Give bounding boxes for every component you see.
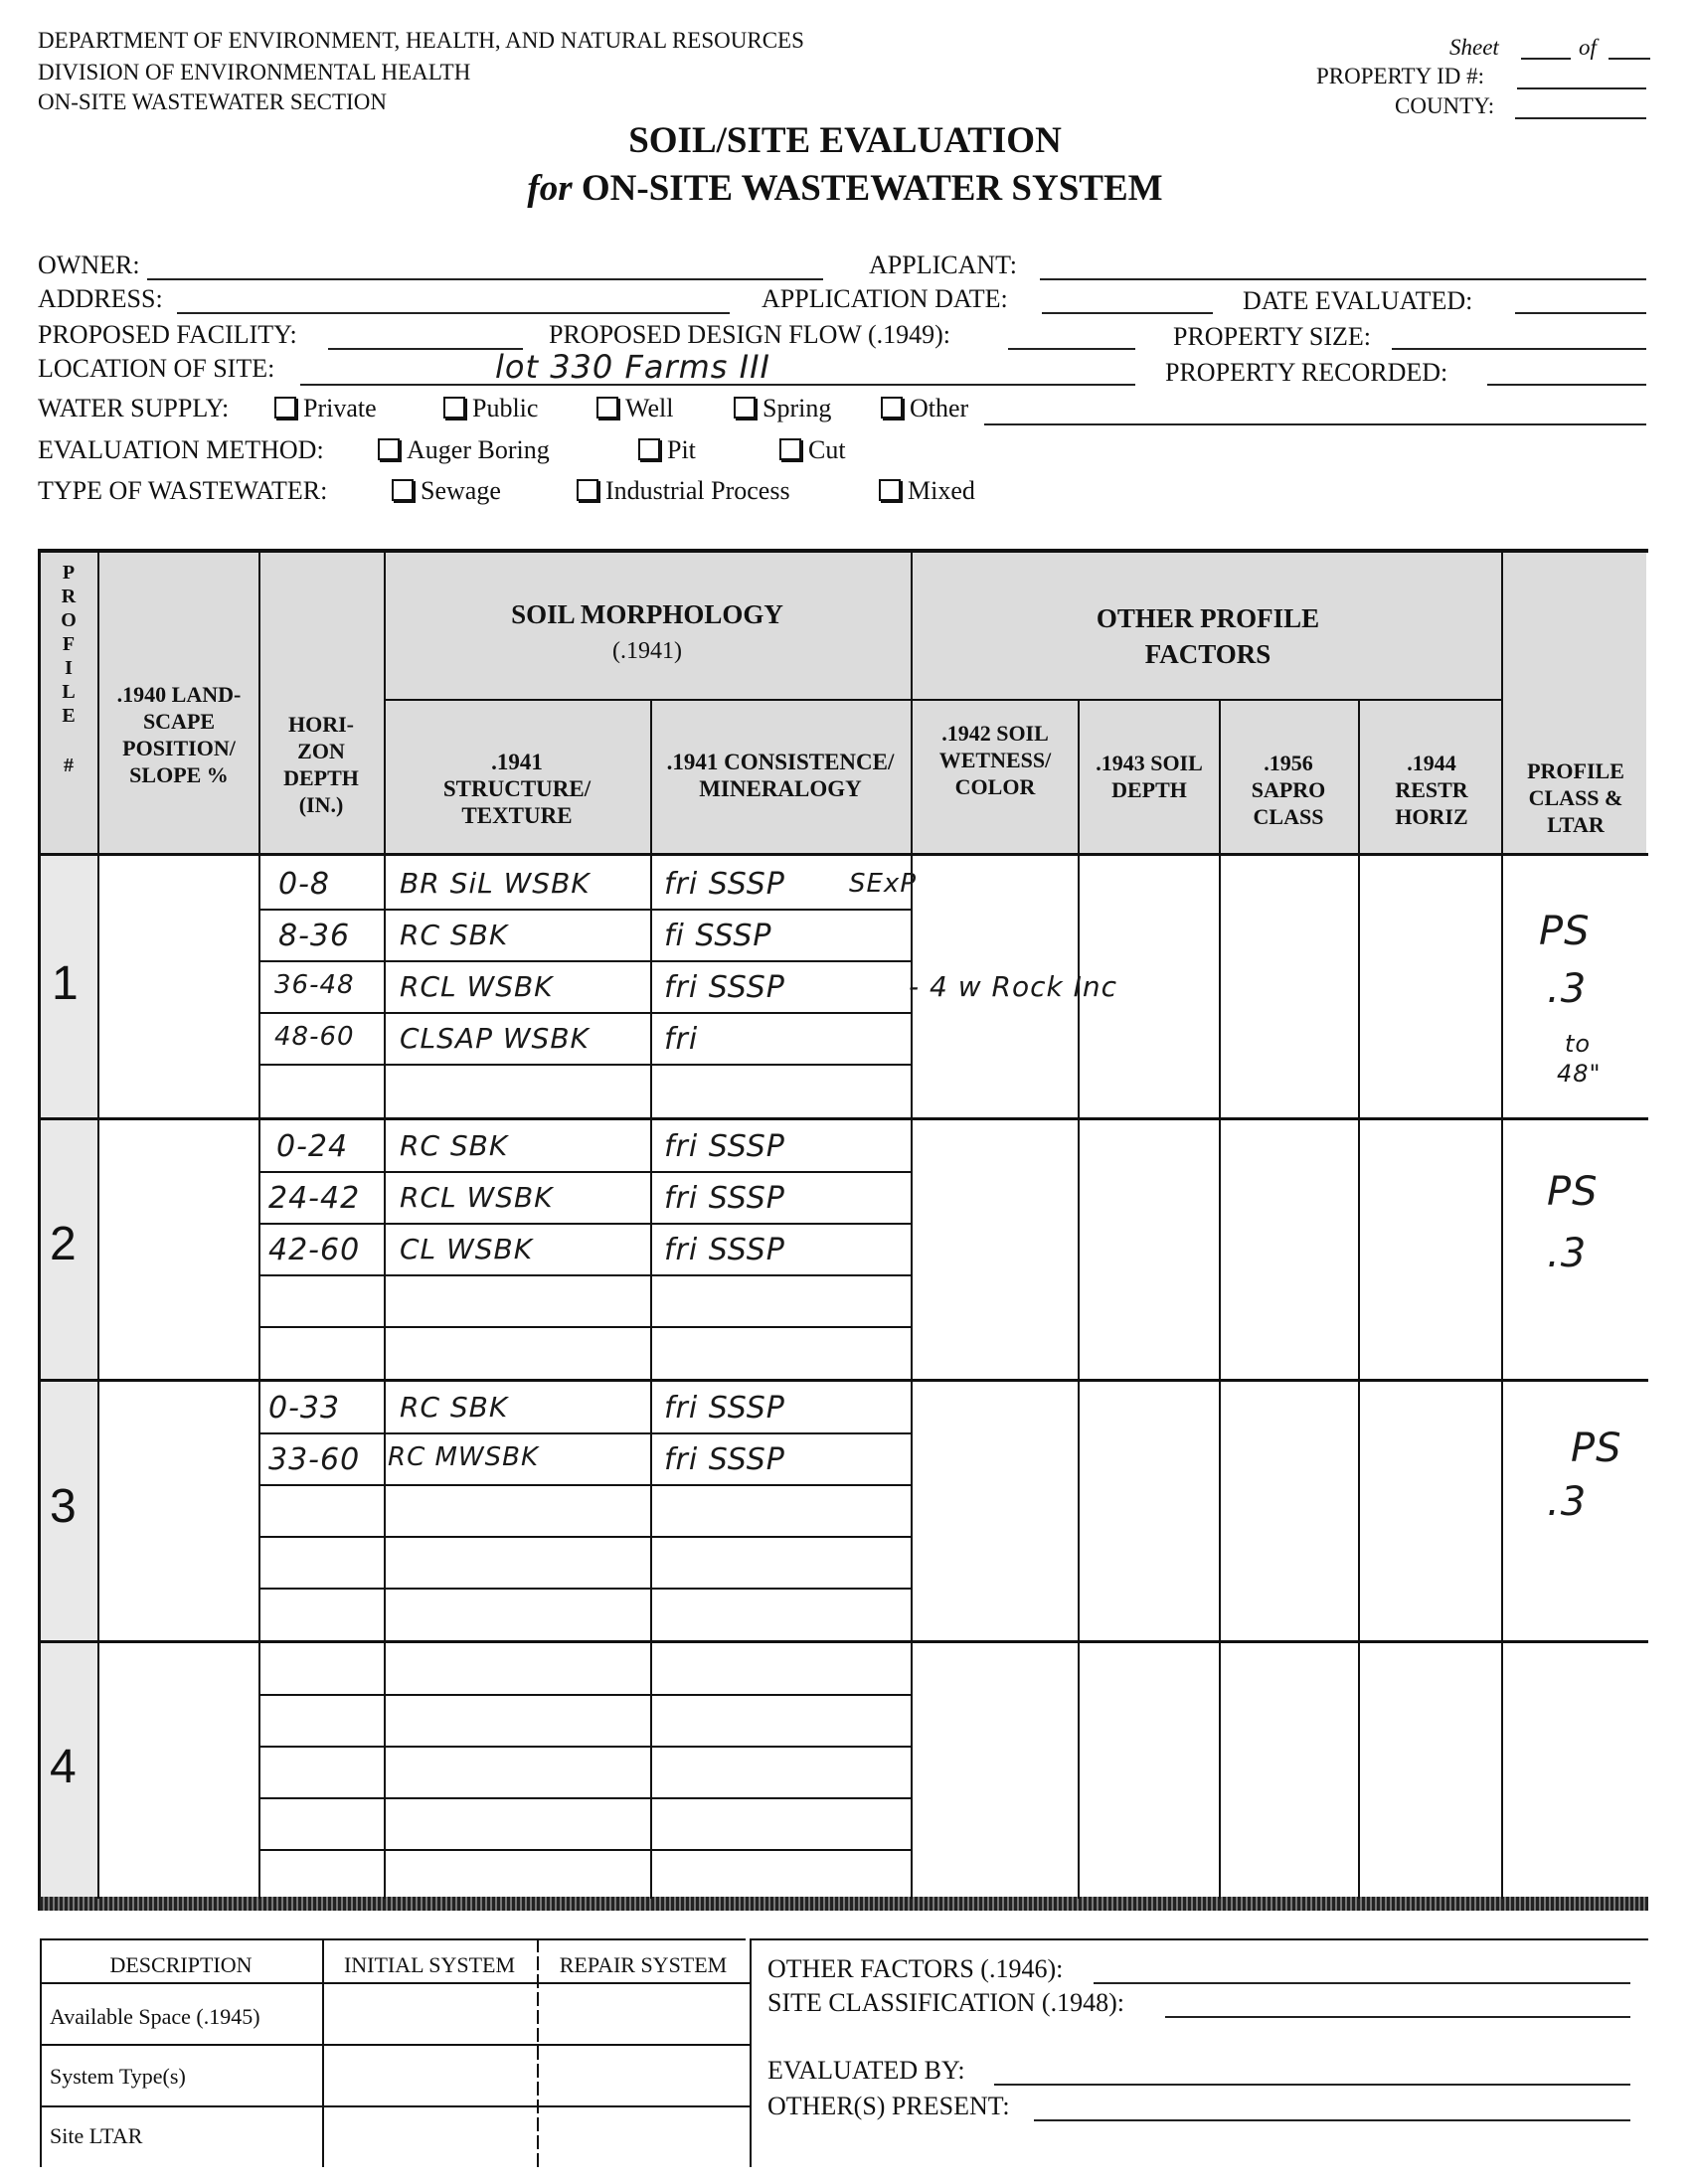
water-supply-well[interactable] [596, 394, 673, 423]
property-size-label: PROPERTY SIZE: [1173, 322, 1371, 351]
site-ltar-repair-field[interactable] [539, 2107, 748, 2165]
profile-class: PS [1571, 1426, 1622, 1471]
available-space-repair-field[interactable] [539, 1984, 748, 2042]
other-factors-field[interactable] [1094, 1982, 1630, 1984]
option-label: Spring [762, 394, 832, 422]
checkbox-icon[interactable] [378, 438, 400, 460]
horizon-depth: 0-24 [276, 1129, 349, 1164]
structure-texture: RC MWSBK [388, 1442, 540, 1472]
property-recorded-label: PROPERTY RECORDED: [1165, 358, 1448, 387]
structure-texture: CLSAP WSBK [400, 1022, 590, 1055]
profile-header [40, 561, 97, 777]
design-flow-label: PROPOSED DESIGN FLOW (.1949): [549, 320, 950, 349]
profile-class: PS [1547, 1169, 1599, 1215]
evaluation-cut[interactable] [779, 435, 846, 465]
header-divider [384, 699, 1501, 701]
system-types-label: System Type(s) [50, 2064, 186, 2089]
col-divider [97, 551, 99, 1899]
proposed-facility-label: PROPOSED FACILITY: [38, 320, 297, 349]
checkbox-icon[interactable] [881, 397, 903, 419]
profile-separator [40, 1640, 1648, 1643]
evaluation-method-label: EVALUATION METHOD: [38, 435, 324, 464]
consistence-mineralogy: fri SSSP [664, 970, 785, 1005]
address-label: ADDRESS: [38, 284, 163, 313]
structure-texture: CL WSBK [400, 1233, 534, 1265]
profile-letter: L [62, 681, 76, 703]
property-id-field[interactable] [1517, 87, 1646, 89]
col-divider [650, 700, 652, 1899]
row-line [258, 1694, 911, 1696]
profile-letter: # [64, 755, 74, 776]
available-space-label: Available Space (.1945) [50, 2004, 260, 2029]
option-label: Industrial Process [605, 476, 790, 505]
property-recorded-field[interactable] [1487, 384, 1646, 386]
option-label: Cut [808, 435, 846, 464]
profile-letter: E [62, 705, 76, 727]
location-value: lot 330 Farms III [495, 348, 770, 386]
option-label: Pit [667, 435, 696, 464]
structure-header: .1941 STRUCTURE/ TEXTURE [442, 750, 592, 828]
row-line [258, 960, 911, 962]
row-line [258, 1797, 911, 1799]
horizon-depth: 48-60 [274, 1022, 355, 1052]
row-line [258, 1223, 911, 1225]
row-line [258, 1432, 911, 1434]
horizon-depth: 24-42 [268, 1181, 361, 1216]
profile-number: 1 [52, 957, 79, 1010]
profile-letter: O [61, 609, 77, 631]
option-label: Well [625, 394, 674, 422]
address-field[interactable] [177, 312, 730, 314]
horizon-depth: 8-36 [278, 919, 351, 953]
col-divider [258, 551, 260, 1899]
title-for: for [527, 168, 573, 209]
consistence-mineralogy: fi SSSP [664, 919, 772, 953]
col-divider [911, 551, 913, 1899]
evaluation-auger-boring[interactable] [378, 435, 550, 465]
wastewater-industrial-process[interactable] [577, 476, 790, 506]
option-label: Private [303, 394, 377, 422]
row-line [258, 1588, 911, 1590]
structure-texture: RCL WSBK [400, 970, 554, 1003]
department-line: DEPARTMENT OF ENVIRONMENT, HEALTH, AND NATURAL RESOURCES [38, 28, 804, 53]
profile-class-header: PROFILE CLASS & LTAR [1527, 758, 1624, 837]
horizon-header: HORI- ZON DEPTH (IN.) [283, 712, 359, 817]
ltar-value: .3 [1547, 966, 1588, 1012]
sheet-label: Sheet [1449, 35, 1499, 60]
consistence-mineralogy: fri [664, 1022, 699, 1057]
profile-separator [40, 1117, 1648, 1120]
checkbox-icon[interactable] [274, 397, 296, 419]
row-line [258, 909, 911, 911]
table-top-border [38, 549, 1648, 553]
ltar-value: .3 [1547, 1479, 1588, 1525]
ltar-value: .3 [1547, 1231, 1588, 1276]
others-present-field[interactable] [1034, 2119, 1630, 2121]
ltar-note: 48" [1557, 1060, 1602, 1088]
application-date-label: APPLICATION DATE: [762, 284, 1008, 313]
profile-letter: P [62, 562, 76, 584]
initial-system-header: INITIAL SYSTEM [343, 1952, 516, 1977]
col-divider [1078, 700, 1080, 1899]
col-divider [1501, 551, 1503, 1899]
consistence-mineralogy: fri SSSP [664, 1129, 785, 1164]
date-evaluated-field[interactable] [1515, 312, 1646, 314]
horizon-depth: 36-48 [274, 970, 355, 1000]
evaluated-by-label: EVALUATED BY: [767, 2056, 965, 2085]
date-evaluated-label: DATE EVALUATED: [1243, 286, 1473, 315]
option-label: Other [910, 394, 969, 422]
horizon-depth: 42-60 [268, 1233, 361, 1267]
location-label: LOCATION OF SITE: [38, 354, 275, 383]
county-label: COUNTY: [1395, 93, 1495, 118]
row-line [258, 1171, 911, 1173]
owner-field[interactable] [147, 278, 823, 280]
checkbox-icon[interactable] [596, 397, 618, 419]
header-bottom-line [40, 853, 1648, 856]
checkbox-icon[interactable] [734, 397, 756, 419]
sheet-of-label: of [1579, 35, 1597, 60]
checkbox-icon[interactable] [879, 479, 901, 501]
site-ltar-label: Site LTAR [50, 2123, 143, 2148]
property-size-field[interactable] [1392, 348, 1646, 350]
consistence-mineralogy: fri SSSP [664, 867, 785, 902]
row-line [258, 1012, 911, 1014]
soil-depth-header: .1943 SOIL DEPTH [1096, 751, 1203, 802]
profile-letter: F [62, 633, 76, 655]
profile-number: 2 [50, 1218, 77, 1270]
profile-letter: R [61, 586, 77, 607]
profile-letter: I [65, 657, 73, 679]
checkbox-icon[interactable] [392, 479, 414, 501]
consistence-mineralogy: fri SSSP [664, 1181, 785, 1216]
row-line [258, 1536, 911, 1538]
water-supply-public[interactable] [443, 394, 538, 423]
division-line: DIVISION OF ENVIRONMENTAL HEALTH [38, 60, 471, 84]
form-title-line2 [348, 167, 1342, 210]
available-space-initial-field[interactable] [322, 1984, 535, 2042]
profile-number: 3 [50, 1480, 77, 1533]
section-line: ON-SITE WASTEWATER SECTION [38, 89, 387, 114]
system-type-initial-field[interactable] [322, 2046, 535, 2103]
row-line [258, 1326, 911, 1328]
structure-texture: RC SBK [400, 919, 509, 951]
wastewater-sewage[interactable] [392, 476, 501, 506]
checkbox-icon[interactable] [443, 397, 465, 419]
checkbox-icon[interactable] [638, 438, 660, 460]
col-divider [1219, 700, 1221, 1899]
site-classification-field[interactable] [1165, 2016, 1630, 2018]
system-type-repair-field[interactable] [539, 2046, 748, 2103]
property-id-label: PROPERTY ID #: [1316, 64, 1485, 88]
system-table-top [40, 1938, 746, 1940]
restr-horiz-header: .1944 RESTR HORIZ [1395, 751, 1468, 829]
other-factors-label: OTHER FACTORS (.1946): [767, 1954, 1064, 1983]
site-ltar-initial-field[interactable] [322, 2107, 535, 2165]
owner-label: OWNER: [38, 251, 140, 279]
sapro-class-header: .1956 SAPRO CLASS [1251, 751, 1326, 829]
landscape-header: .1940 LAND- SCAPE POSITION/ SLOPE % [116, 682, 242, 787]
water-supply-private[interactable] [274, 394, 377, 423]
option-label: Auger Boring [407, 435, 550, 464]
row-line [258, 1274, 911, 1276]
others-present-label: OTHER(S) PRESENT: [767, 2092, 1010, 2120]
row-line [258, 1849, 911, 1851]
design-flow-field[interactable] [1008, 348, 1135, 350]
col-divider [1358, 700, 1360, 1899]
county-field[interactable] [1515, 117, 1646, 119]
other-profile-factors-header: OTHER PROFILE FACTORS [1096, 603, 1320, 669]
checkbox-icon[interactable] [577, 479, 598, 501]
horizon-depth: 0-8 [278, 867, 330, 902]
water-supply-spring[interactable] [734, 394, 831, 423]
consistence-mineralogy: fri SSSP [664, 1233, 785, 1267]
application-date-field[interactable] [1042, 312, 1213, 314]
sheet-number-field[interactable] [1521, 58, 1571, 60]
horizon-depth: 33-60 [268, 1442, 361, 1477]
right-block-top-line [750, 1938, 1648, 1940]
evaluation-pit[interactable] [638, 435, 696, 465]
system-table-right [750, 1938, 752, 2167]
evaluated-by-field[interactable] [994, 2084, 1630, 2086]
table-bottom-border [40, 1897, 1648, 1911]
structure-texture: BR SiL WSBK [400, 867, 591, 900]
row-line [258, 1064, 911, 1066]
profile-separator [40, 1379, 1648, 1382]
applicant-label: APPLICANT: [869, 251, 1017, 279]
ltar-note: to [1565, 1030, 1592, 1058]
option-label: Sewage [421, 476, 501, 505]
wetness-header: .1942 SOIL WETNESS/ COLOR [938, 721, 1052, 799]
soil-morphology-header: SOIL MORPHOLOGY [511, 599, 783, 629]
consistence-mineralogy: fri SSSP [664, 1391, 785, 1426]
water-supply-other-field[interactable] [984, 423, 1646, 425]
site-classification-label: SITE CLASSIFICATION (.1948): [767, 1988, 1124, 2017]
repair-system-header: REPAIR SYSTEM [559, 1952, 728, 1977]
option-label: Mixed [908, 476, 975, 505]
profile-number: 4 [50, 1741, 77, 1793]
rock-note: - 4 w Rock Inc [909, 970, 1118, 1003]
structure-texture: RC SBK [400, 1129, 509, 1162]
water-supply-label: WATER SUPPLY: [38, 394, 230, 422]
structure-texture: RCL WSBK [400, 1181, 554, 1214]
wastewater-type-label: TYPE OF WASTEWATER: [38, 476, 328, 505]
description-header: DESCRIPTION [109, 1952, 253, 1977]
sheet-total-field[interactable] [1609, 58, 1650, 60]
consistence-header: .1941 CONSISTENCE/ MINERALOGY [666, 750, 895, 801]
profile-class: PS [1539, 909, 1591, 954]
soil-wetness-note: SExP [849, 869, 917, 899]
soil-morphology-code: (.1941) [612, 638, 682, 664]
wastewater-mixed[interactable] [879, 476, 975, 506]
checkbox-icon[interactable] [779, 438, 801, 460]
form-title-line1: SOIL/SITE EVALUATION [628, 120, 1062, 161]
water-supply-other[interactable] [881, 394, 968, 423]
row-line [258, 1484, 911, 1486]
consistence-mineralogy: fri SSSP [664, 1442, 785, 1477]
col-divider [384, 551, 386, 1899]
option-label: Public [472, 394, 539, 422]
horizon-depth: 0-33 [268, 1391, 341, 1426]
structure-texture: RC SBK [400, 1391, 509, 1424]
title-system: ON-SITE WASTEWATER SYSTEM [581, 168, 1163, 209]
applicant-field[interactable] [1040, 278, 1646, 280]
row-line [258, 1746, 911, 1748]
proposed-facility-field[interactable] [328, 348, 523, 350]
